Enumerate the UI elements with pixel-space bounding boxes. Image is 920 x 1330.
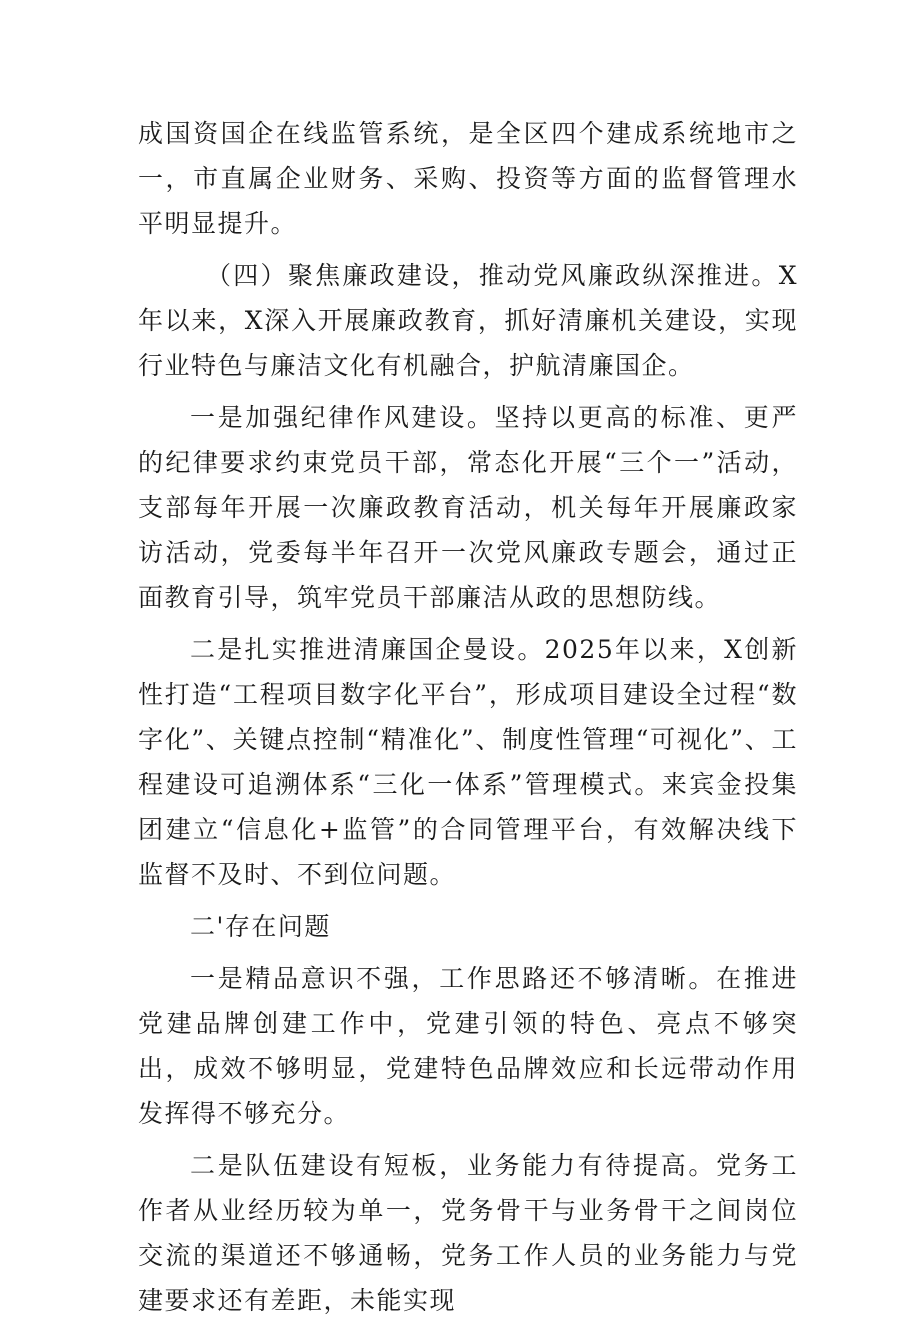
paragraph-section-four: （四）聚焦廉政建设，推动党风廉政纵深推进。X年以来，X深入开展廉政教育，抓好清廉机关建设，实现行业特色与廉洁文化有机融合，护航清廉国企。 xyxy=(138,261,798,380)
paragraph-problem-two: 二是队伍建设有短板，业务能力有待提高。党务工作者从业经历较为单一，党务骨干与业务骨干之间岗位交流的渠道还不够通畅，党务工作人员的业务能力与党建要求还有差距，未能实现 xyxy=(138,1151,798,1315)
paragraph-clean-enterprise: 二是扎实推进清廉国企曼设。2025年以来，X创新性打造“工程项目数字化平台”，形成项目建设全过程“数字化”、关键点控制“精准化”、制度性管理“可视化”、工程建设可追溯体系“三化一体系”管理模式。来宾金投集团建立“信息化+监管”的合同管理平台，有效解决线下监督不及时、不到位问题。 xyxy=(138,635,798,889)
paragraph-discipline: 一是加强纪律作风建设。坚持以更高的标准、更严的纪律要求约束党员干部，常态化开展“三个一”活动，支部每年开展一次廉政教育活动，机关每年开展廉政家访活动，党委每半年召开一次党风廉政专题会，通过正面教育引导，筑牢党员干部廉洁从政的思想防线。 xyxy=(138,403,798,612)
heading-existing-problems: 二'存在问题 xyxy=(190,912,331,941)
document-body xyxy=(138,111,798,1330)
paragraph-problem-one: 一是精品意识不强，工作思路还不够清晰。在推进党建品牌创建工作中，党建引领的特色、亮点不够突出，成效不够明显，党建特色品牌效应和长远带动作用发挥得不够充分。 xyxy=(138,964,798,1128)
paragraph-continuation: 成国资国企在线监管系统，是全区四个建成系统地市之一，市直属企业财务、采购、投资等方面的监督管理水平明显提升。 xyxy=(138,119,798,238)
